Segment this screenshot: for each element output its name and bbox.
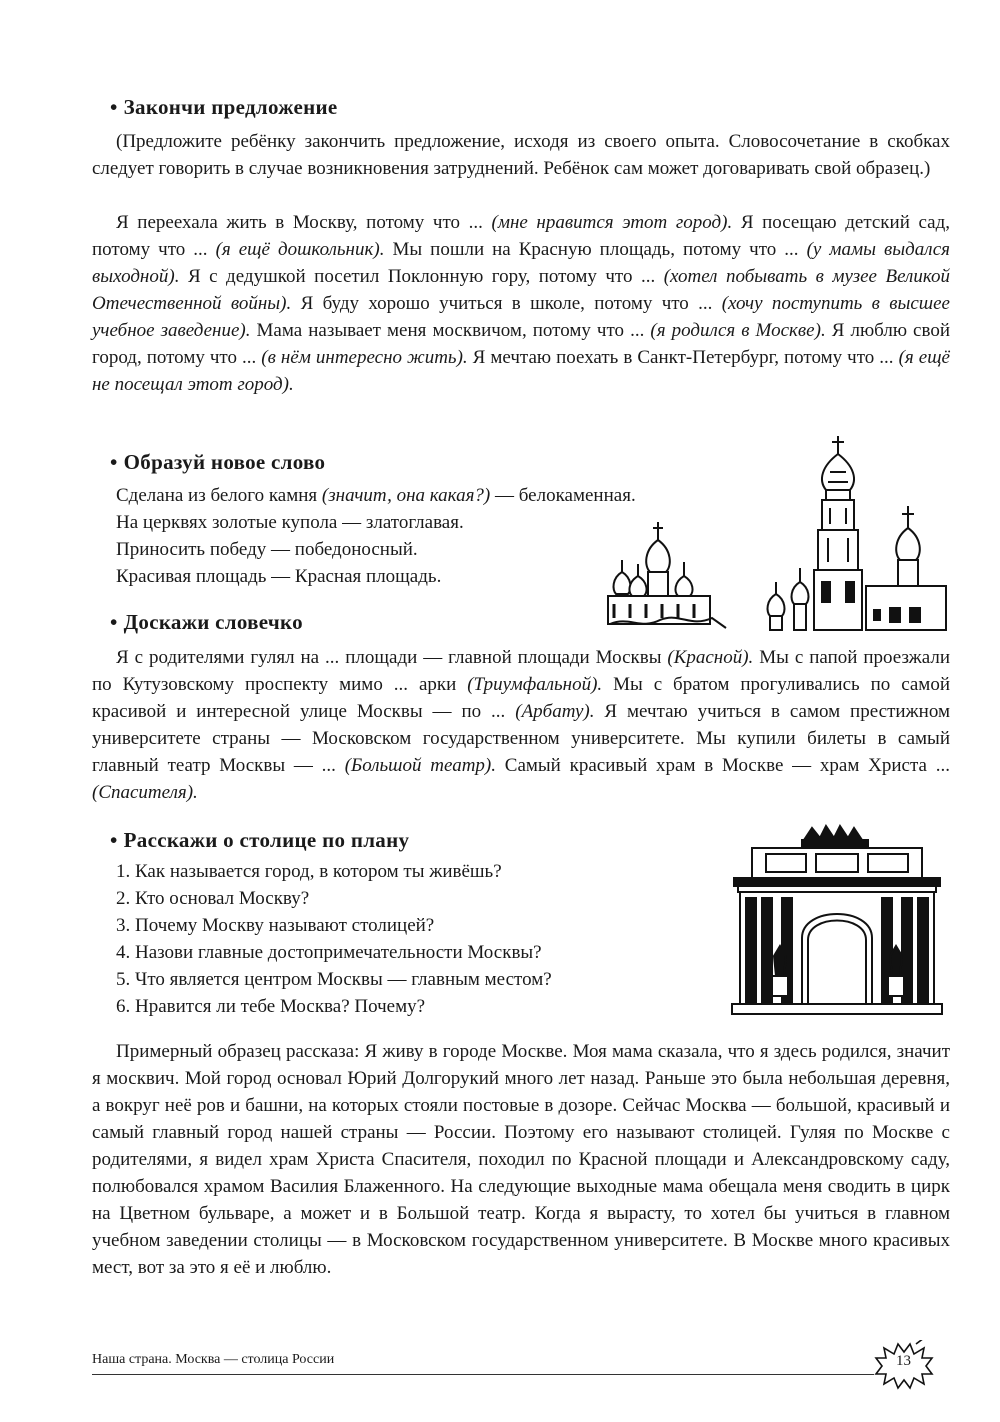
sentence-text: Мы пошли на Красную площадь, потому что ... xyxy=(384,239,807,260)
word-line-3: Приносить победу — победоносный. xyxy=(116,539,418,560)
plan-item: 5. Что является центром Москвы — главным местом? xyxy=(116,969,552,990)
sentence-text: Я переехала жить в Москву, потому что ... xyxy=(116,212,492,233)
section-heading-finish-word: • Доскажи словечко xyxy=(110,610,303,634)
sentence-text: Я мечтаю поехать в Санкт-Петербург, потому что ... xyxy=(467,347,899,368)
sentence-hint: (хочу поступить в высшее учебное заведение). xyxy=(92,293,950,341)
sentence-hint: (у мамы выдался выходной). xyxy=(92,239,950,287)
sentence-text: Я посещаю детский сад, потому что ... xyxy=(92,212,950,260)
section-heading-complete-sentence: • Закончи предложение xyxy=(110,95,338,119)
sentence-hint: (Большой театр). xyxy=(344,755,496,776)
triumphal-arch-illustration xyxy=(722,820,952,1020)
section3-text xyxy=(92,644,950,806)
sentence-hint: (Триумфальной). xyxy=(467,674,603,695)
sentence-hint: (Спасителя). xyxy=(92,782,198,803)
plan-item: 3. Почему Москву называют столицей? xyxy=(116,915,435,936)
sentence-hint: (хотел побывать в музее Великой Отечественной войны). xyxy=(92,266,950,314)
section-heading-tell-about-capital: • Расскажи о столице по плану xyxy=(110,828,410,852)
section1-intro: (Предложите ребёнку закончить предложение, исходя из своего опыта. Словосочетание в скобках следует говорить в случае возникновения затруднений. Ребёнок сам может договаривать свой образец.) xyxy=(92,131,950,179)
sentence-text: Самый красивый храм в Москве — храм Христа ... xyxy=(496,755,950,776)
bullet: • xyxy=(110,610,118,634)
sentence-text: Я с родителями гулял на ... площади — главной площади Москвы xyxy=(116,647,668,668)
sentence-text: Мама называет меня москвичом, потому что ... xyxy=(250,320,651,341)
plan-item: 1. Как называется город, в котором ты живёшь? xyxy=(116,861,502,882)
sample-story: Примерный образец рассказа: Я живу в городе Москве. Моя мама сказала, что я здесь родился, значит я москвич. Мой город основал Юрий Долгорукий много лет назад. Раньше это была небольшая деревня, а вокруг неё ров и башни, на которых стояли постовые в дозоре. Сейчас Москва — большой, красивый и самый главный город нашей страны — России. Поэтому его называют столицей. Гуляя по Москве с родителями, я видел храм Христа Спасителя, походил по Красной площади и Александровскому саду, полюбовался храмом Василия Блаженного. На следующие выходные мама обещала меня сводить в цирк на Цветном бульваре, а может и в Большой театр. Когда я вырасту, то хотел бы учиться в главном учебном заведении столицы — в Московском государственном университете. В Москве много красивых мест, вот за это я её и люблю. xyxy=(92,1041,950,1278)
sentence-hint: (в нём интересно жить). xyxy=(261,347,468,368)
sentence-text: Мы с братом прогуливались по самой красивой и интересной улице Москвы — по ... xyxy=(92,674,950,722)
section1-sentences xyxy=(92,209,950,398)
kremlin-churches-illustration xyxy=(600,432,950,642)
bullet: • xyxy=(110,828,118,852)
footer-divider xyxy=(92,1374,874,1375)
sentence-text: Я люблю свой город, потому что ... xyxy=(92,320,950,368)
sentence-text: Мы с папой проезжали по Кутузовскому проспекту мимо ... арки xyxy=(92,647,950,695)
bullet: • xyxy=(110,95,118,119)
sentence-hint: (я родился в Москве). xyxy=(650,320,826,341)
sentence-hint: (я ещё дошкольник). xyxy=(215,239,385,260)
plan-item: 6. Нравится ли тебе Москва? Почему? xyxy=(116,996,426,1017)
sentence-hint: (я ещё не посещал этот город). xyxy=(92,347,950,395)
sentence-text: Я с дедушкой посетил Поклонную гору, потому что ... xyxy=(179,266,664,287)
plan-item: 4. Назови главные достопримечательности Москвы? xyxy=(116,942,542,963)
section-heading-new-word: • Образуй новое слово xyxy=(110,450,326,474)
bullet: • xyxy=(110,450,118,474)
plan-item: 2. Кто основал Москву? xyxy=(116,888,310,909)
word-line-1: Сделана из белого камня (значит, она какая?) — белокаменная. xyxy=(116,485,636,506)
sentence-text: Я буду хорошо учиться в школе, потому что ... xyxy=(291,293,722,314)
word-line-4: Красивая площадь — Красная площадь. xyxy=(116,566,442,587)
word-line-2: На церквях золотые купола — златоглавая. xyxy=(116,512,464,533)
footer-title: Наша страна. Москва — столица России xyxy=(92,1352,335,1367)
sentence-hint: (Красной). xyxy=(667,647,754,668)
sentence-hint: (мне нравится этот город). xyxy=(491,212,733,233)
sentence-hint: (Арбату). xyxy=(515,701,595,722)
page-number: 13 xyxy=(896,1353,911,1369)
sentence-text: Я мечтаю учиться в самом престижном университете страны — Московском государственном университете. Мы купили билеты в самый главный театр Москвы — ... xyxy=(92,701,950,776)
